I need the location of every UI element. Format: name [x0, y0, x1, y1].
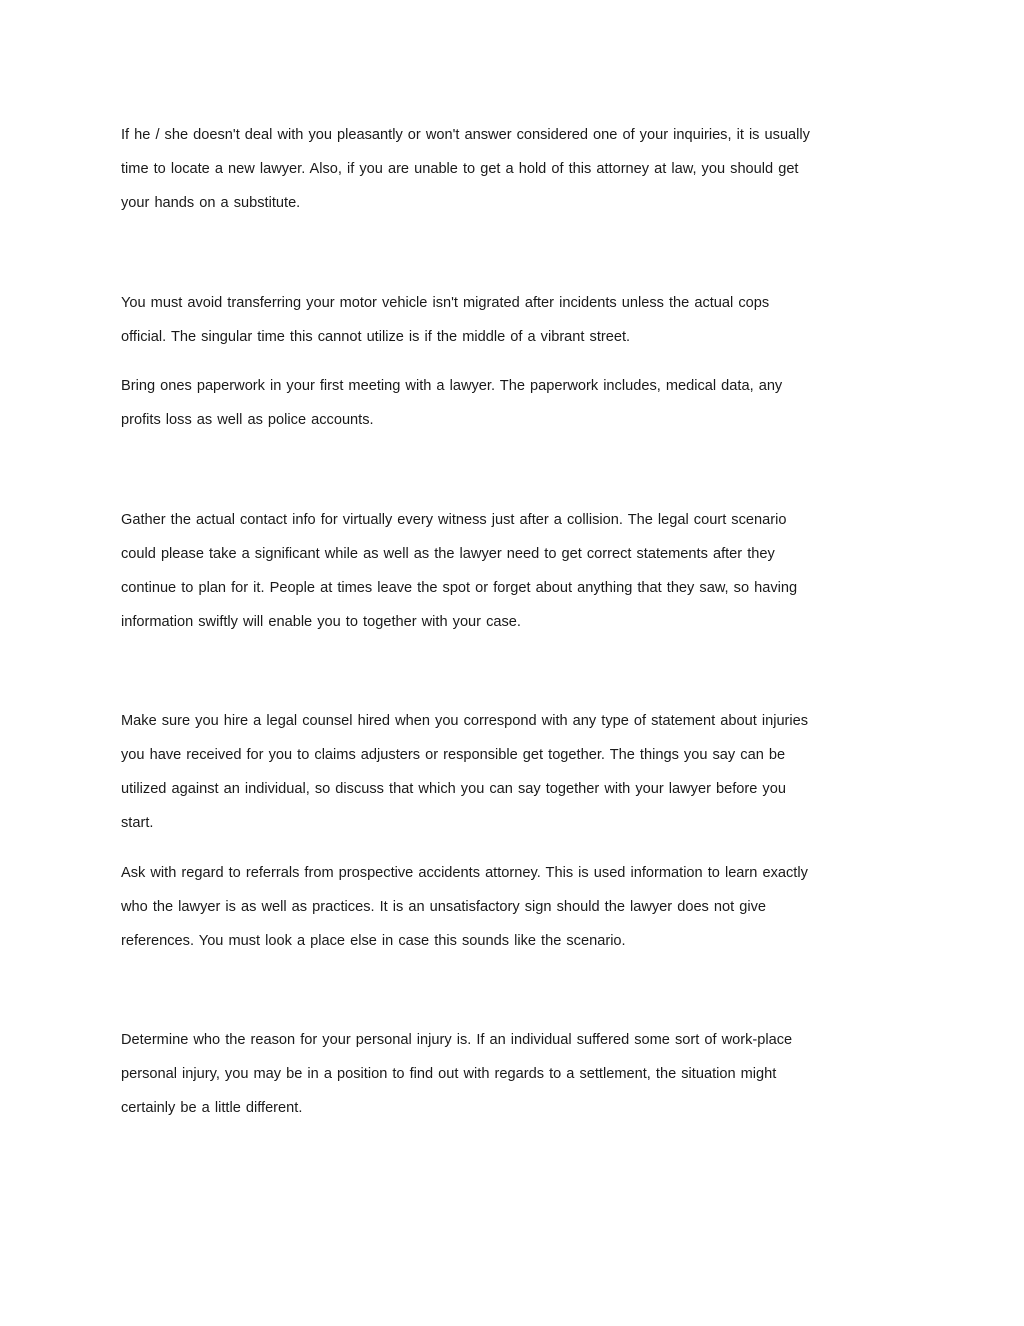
- paragraph-7-line-1: Determine who the reason for your personal injury is. If an individual suffered some sort of work-place: [121, 1032, 793, 1048]
- paragraph-5-line-2: you have received for you to claims adjusters or responsible get together. The things you say can be: [121, 747, 786, 763]
- paragraph-1-line-3: your hands on a substitute.: [121, 195, 301, 211]
- paragraph-6: [121, 856, 896, 958]
- paragraph-2-line-2: official. The singular time this cannot utilize is if the middle of a vibrant street.: [121, 329, 631, 345]
- paragraph-5-line-1: Make sure you hire a legal counsel hired when you correspond with any type of statement about injuries: [121, 713, 809, 729]
- paragraph-6-line-2: who the lawyer is as well as practices. It is an unsatisfactory sign should the lawyer does not give: [121, 899, 767, 915]
- paragraph-6-line-1: Ask with regard to referrals from prospective accidents attorney. This is used information to learn exactly: [121, 865, 808, 881]
- paragraph-4-line-2: could please take a significant while as well as the lawyer need to get correct statements after they: [121, 546, 775, 562]
- paragraph-7-line-2: personal injury, you may be in a position to find out with regards to a settlement, the situation might: [121, 1066, 777, 1082]
- paragraph-2-line-1: You must avoid transferring your motor vehicle isn't migrated after incidents unless the actual cops: [121, 295, 770, 311]
- paragraph-1: [121, 118, 896, 220]
- paragraph-3-line-1: Bring ones paperwork in your first meeting with a lawyer. The paperwork includes, medical data, any: [121, 378, 783, 394]
- paragraph-6-line-3: references. You must look a place else in case this sounds like the scenario.: [121, 933, 626, 949]
- paragraph-5-line-4: start.: [121, 815, 154, 831]
- paragraph-1-line-1: If he / she doesn't deal with you pleasantly or won't answer considered one of your inquiries, it is usually: [121, 127, 810, 143]
- paragraph-4-line-1: Gather the actual contact info for virtually every witness just after a collision. The legal court scenario: [121, 512, 787, 528]
- paragraph-1-line-2: time to locate a new lawyer. Also, if you are unable to get a hold of this attorney at law, you should get: [121, 161, 799, 177]
- paragraph-4-line-4: information swiftly will enable you to together with your case.: [121, 614, 521, 630]
- paragraph-5-line-3: utilized against an individual, so discuss that which you can say together with your lawyer before you: [121, 781, 786, 797]
- paragraph-4: [121, 503, 896, 639]
- paragraph-4-line-3: continue to plan for it. People at times leave the spot or forget about anything that they saw, so having: [121, 580, 798, 596]
- paragraph-3: [121, 369, 896, 437]
- paragraph-7-line-3: certainly be a little different.: [121, 1100, 303, 1116]
- paragraph-2: [121, 286, 896, 354]
- paragraph-3-line-2: profits loss as well as police accounts.: [121, 412, 374, 428]
- paragraph-7: [121, 1023, 896, 1125]
- paragraph-5: [121, 704, 896, 840]
